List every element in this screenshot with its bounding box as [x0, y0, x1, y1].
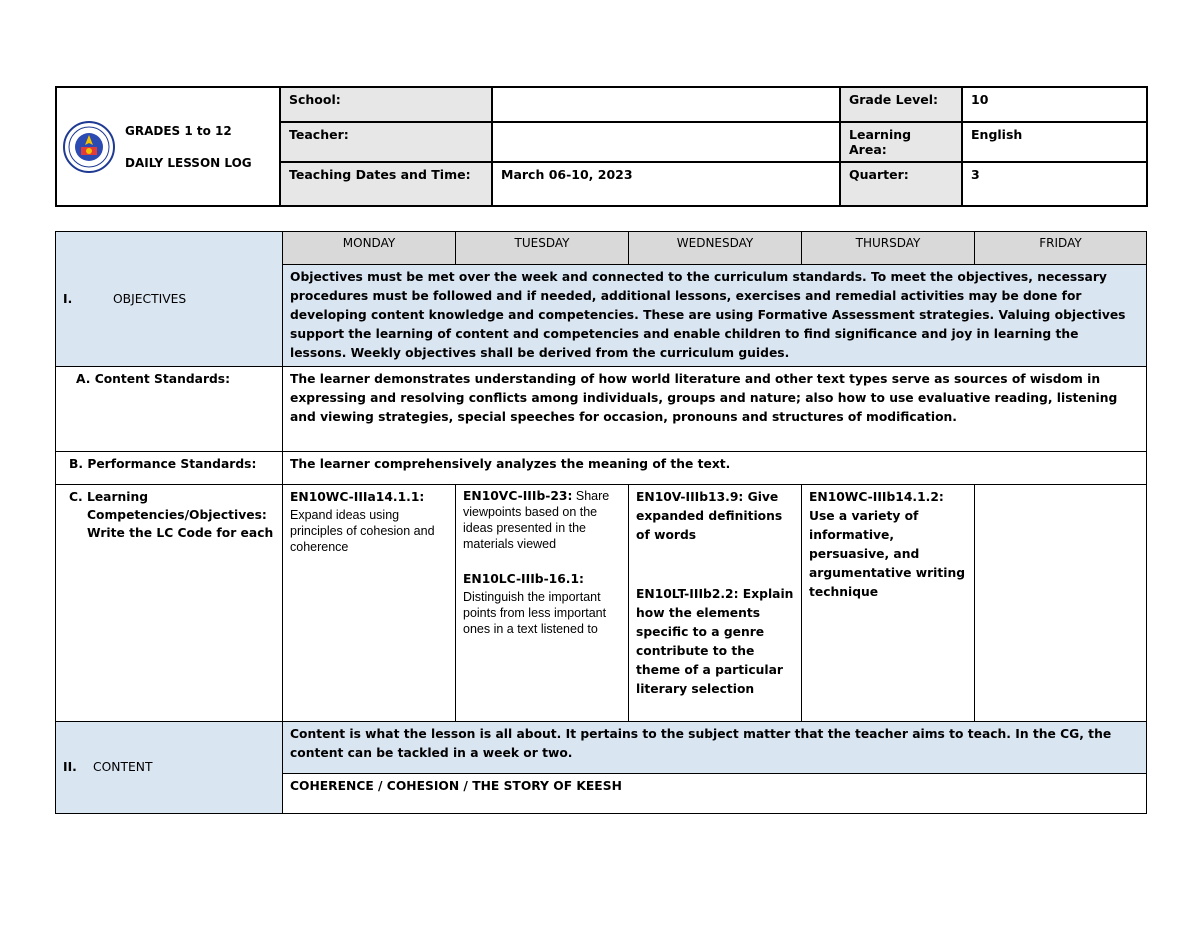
- dates-value[interactable]: March 06-10, 2023: [492, 162, 840, 206]
- monday-lc-code: EN10WC-IIIa14.1.1:: [290, 490, 425, 504]
- school-value[interactable]: [492, 87, 840, 122]
- content-description: Content is what the lesson is all about. It pertains to the subject matter that the teacher aims to teach. In the CG, the content can be tackled in a week or two.: [283, 722, 1147, 774]
- performance-standards-text: The learner comprehensively analyzes the meaning of the text.: [283, 452, 1147, 485]
- grade-level-label: Grade Level:: [840, 87, 962, 122]
- header-logo-cell: [56, 87, 280, 206]
- competencies-label-cell: [56, 485, 283, 722]
- header-table: [55, 86, 1148, 207]
- competency-tuesday: [456, 485, 629, 722]
- tuesday-lc-code-1: EN10VC-IIIb-23:: [463, 489, 573, 503]
- objectives-title: OBJECTIVES: [113, 291, 187, 306]
- competencies-label-line3: Write the LC Code for each: [87, 526, 274, 540]
- wednesday-lc-text-2: Explain how the elements specific to a genre contribute to the theme of a particular literary selection: [636, 587, 794, 696]
- lesson-log-table: [55, 231, 1147, 814]
- competencies-label-line2: Competencies/Objectives:: [87, 508, 267, 522]
- tuesday-lc-text-1: Share viewpoints based on the ideas presented in the materials viewed: [463, 489, 610, 551]
- thursday-lc-text: Use a variety of informative, persuasive, and argumentative writing technique: [809, 509, 966, 599]
- competency-thursday: [802, 485, 975, 722]
- dates-label: Teaching Dates and Time:: [280, 162, 492, 206]
- competency-wednesday: [629, 485, 802, 722]
- thursday-lc-code: EN10WC-IIIb14.1.2:: [809, 490, 944, 504]
- content-standards-label: A. Content Standards:: [56, 367, 283, 452]
- quarter-label: Quarter:: [840, 162, 962, 206]
- tuesday-lc-text-2: Distinguish the important points from less important ones in a text listened to: [463, 590, 607, 636]
- grades-label: GRADES 1 to 12: [125, 123, 232, 138]
- day-header-thursday: THURSDAY: [802, 232, 975, 265]
- monday-lc-text: Expand ideas using principles of cohesion and coherence: [290, 508, 435, 554]
- learning-area-value[interactable]: English: [962, 122, 1147, 162]
- objectives-roman: I.: [63, 291, 73, 306]
- day-header-tuesday: TUESDAY: [456, 232, 629, 265]
- objectives-heading-cell: [56, 232, 283, 367]
- objectives-text: Objectives must be met over the week and connected to the curriculum standards. To meet the objectives, necessary procedures must be followed and if needed, additional lessons, exercises and remedial activities may be done for developing content knowledge and competencies. These are using Formative Assessment strategies. Valuing objectives support the learning of content and competencies and enable children to find significance and joy in learning the lessons. Weekly objectives shall be derived from the curriculum guides.: [283, 265, 1147, 367]
- day-header-friday: FRIDAY: [975, 232, 1147, 265]
- competencies-label-line1: C. Learning: [69, 490, 149, 504]
- day-header-monday: MONDAY: [283, 232, 456, 265]
- wednesday-lc-code-2: EN10LT-IIIb2.2:: [636, 587, 739, 601]
- learning-area-label: Learning Area:: [840, 122, 962, 162]
- wednesday-lc-code-1: EN10V-IIIb13.9:: [636, 490, 744, 504]
- tuesday-lc-code-2: EN10LC-IIIb-16.1:: [463, 572, 584, 586]
- quarter-value[interactable]: 3: [962, 162, 1147, 206]
- competency-friday: [975, 485, 1147, 722]
- teacher-label: Teacher:: [280, 122, 492, 162]
- content-heading-cell: [56, 722, 283, 814]
- grade-level-value[interactable]: 10: [962, 87, 1147, 122]
- day-header-wednesday: WEDNESDAY: [629, 232, 802, 265]
- content-roman: II.: [63, 760, 77, 774]
- deped-seal-icon: [63, 121, 115, 173]
- competency-monday: [283, 485, 456, 722]
- log-title: DAILY LESSON LOG: [125, 155, 252, 170]
- content-title: CONTENT: [93, 760, 153, 774]
- performance-standards-label: B. Performance Standards:: [56, 452, 283, 485]
- content-topic: COHERENCE / COHESION / THE STORY OF KEESH: [283, 774, 1147, 814]
- wednesday-lc-text-1: Give expanded definitions of words: [636, 490, 783, 542]
- school-label: School:: [280, 87, 492, 122]
- content-standards-text: The learner demonstrates understanding of how world literature and other text types serve as sources of wisdom in expressing and resolving conflicts among individuals, groups and nature; also how to use evaluative reading, listening and viewing strategies, special speeches for occasion, pronouns and structures of modification.: [283, 367, 1147, 452]
- teacher-value[interactable]: [492, 122, 840, 162]
